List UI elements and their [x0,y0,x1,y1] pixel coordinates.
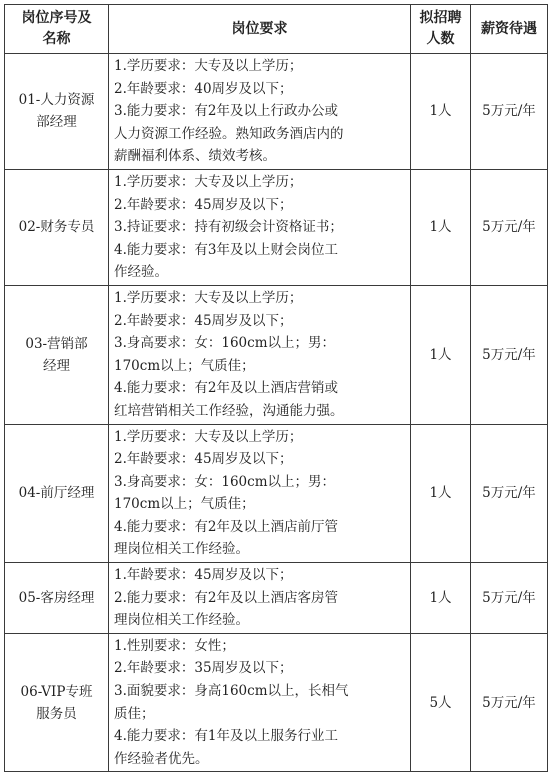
requirements-cell [109,563,411,634]
requirement-line: 理岗位相关工作经验。 [114,541,249,558]
requirements-cell [109,169,411,285]
recruitment-table-container [4,4,548,772]
header-headcount [411,5,471,54]
requirements-cell [109,424,411,563]
requirement-line: 1.学历要求：大专及以上学历； [114,289,303,306]
headcount-cell: 1人 [411,54,471,170]
header-row [5,5,548,54]
requirements-cell [109,633,411,772]
requirement-line: 2.年龄要求：40周岁及以下； [114,80,293,97]
position-name-line: 经理 [43,357,70,374]
requirement-line: 2.年龄要求：35周岁及以下； [114,660,293,677]
requirement-line: 1.学历要求：大专及以上学历； [114,173,303,190]
salary-cell: 5万元/年 [471,563,548,634]
table-body [5,54,548,772]
recruitment-table [4,4,548,772]
headcount-cell: 1人 [411,169,471,285]
requirement-line: 170cm以上；气质佳； [114,496,255,513]
header-position-name-line1: 岗位序号及 [21,10,92,26]
requirement-line: 理岗位相关工作经验。 [114,612,249,629]
position-name-cell [5,633,109,772]
position-name-line: 01-人力资源 [18,92,95,109]
salary-cell: 5万元/年 [471,285,548,424]
requirement-line: 4.能力要求：有2年及以上酒店营销或 [114,380,338,397]
requirements-cell [109,285,411,424]
requirement-line: 2.年龄要求：45周岁及以下； [114,196,293,213]
headcount-cell: 1人 [411,563,471,634]
requirement-line: 作经验者优先。 [114,750,209,767]
header-requirements: 岗位要求 [109,5,411,54]
requirement-line: 4.能力要求：有1年及以上服务行业工 [114,728,338,745]
header-headcount-line1: 拟招聘 [419,10,462,26]
requirement-line: 红培营销相关工作经验，沟通能力强。 [114,402,344,419]
table-row [5,633,548,772]
requirement-line: 3.面貌要求：身高160cm以上，长相气 [114,683,349,700]
salary-cell: 5万元/年 [471,424,548,563]
table-row [5,169,548,285]
table-row [5,424,548,563]
requirement-line: 质佳； [114,705,155,722]
position-name-line: 05-客房经理 [18,589,95,606]
position-name-line: 服务员 [36,705,77,722]
requirements-cell [109,54,411,170]
requirement-line: 人力资源工作经验。熟知政务酒店内的 [114,125,344,142]
requirement-line: 3.身高要求：女：160cm以上；男： [114,473,336,490]
requirement-line: 170cm以上；气质佳； [114,357,255,374]
salary-cell: 5万元/年 [471,633,548,772]
requirement-line: 3.持证要求：持有初级会计资格证书； [114,219,343,236]
position-name-line: 02-财务专员 [18,219,95,236]
salary-cell: 5万元/年 [471,169,548,285]
requirement-line: 3.身高要求：女：160cm以上；男： [114,335,336,352]
requirement-line: 1.学历要求：大专及以上学历； [114,428,303,445]
requirement-line: 2.年龄要求：45周岁及以下； [114,312,293,329]
salary-cell: 5万元/年 [471,54,548,170]
requirement-line: 2.年龄要求：45周岁及以下； [114,451,293,468]
requirement-line: 4.能力要求：有2年及以上酒店前厅管 [114,518,338,535]
position-name-cell [5,563,109,634]
requirement-line: 薪酬福利体系、绩效考核。 [114,148,276,165]
table-row [5,563,548,634]
requirement-line: 3.能力要求：有2年及以上行政办公或 [114,103,338,120]
header-headcount-line2: 人数 [426,31,455,47]
position-name-cell [5,54,109,170]
position-name-cell [5,424,109,563]
headcount-cell: 5人 [411,633,471,772]
requirement-line: 2.能力要求：有2年及以上酒店客房管 [114,589,338,606]
position-name-line: 部经理 [36,114,77,131]
requirement-line: 作经验。 [114,264,168,281]
position-name-line: 06-VIP专班 [20,683,93,700]
requirement-line: 4.能力要求：有3年及以上财会岗位工 [114,241,338,258]
requirement-line: 1.学历要求：大专及以上学历； [114,58,303,74]
position-name-cell [5,285,109,424]
table-row [5,285,548,424]
table-row [5,54,548,170]
requirement-line: 1.年龄要求：45周岁及以下； [114,567,293,584]
position-name-line: 03-营销部 [25,335,88,352]
requirement-line: 1.性别要求：女性； [114,637,235,654]
headcount-cell: 1人 [411,424,471,563]
header-salary: 薪资待遇 [471,5,548,54]
header-position-name-line2: 名称 [42,31,71,47]
headcount-cell: 1人 [411,285,471,424]
position-name-line: 04-前厅经理 [18,485,95,502]
header-position-name [5,5,109,54]
position-name-cell [5,169,109,285]
